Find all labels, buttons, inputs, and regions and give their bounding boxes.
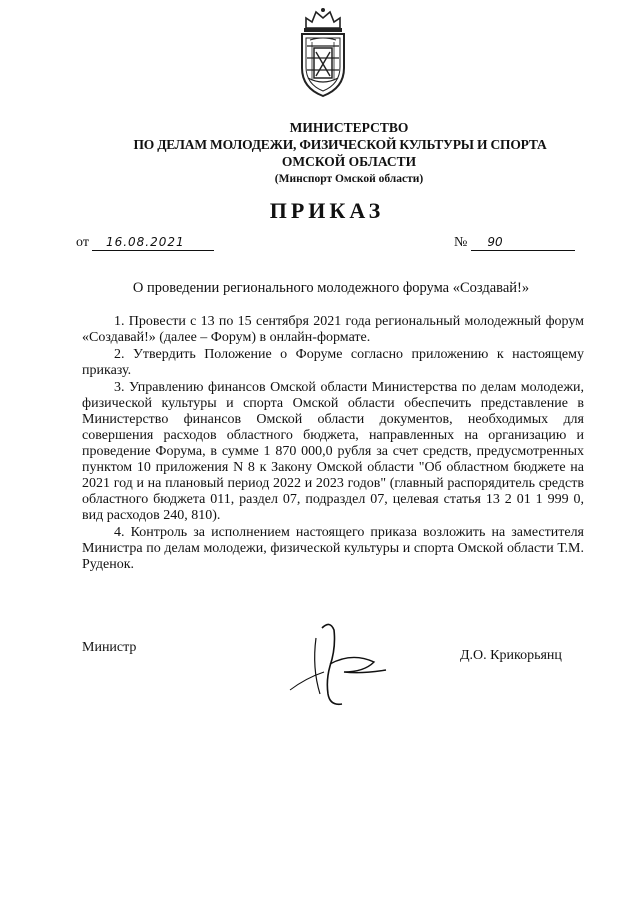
order-number-line bbox=[454, 234, 575, 251]
paragraph-4: 4. Контроль за исполнением настоящего приказа возложить на заместителя Министра по делам молодежи, физической культуры и спорта Омской области Т.М. Руденок. bbox=[82, 525, 584, 572]
order-date-line bbox=[76, 234, 214, 251]
order-subject: О проведении регионального молодежного форума «Создавай!» bbox=[132, 280, 530, 296]
paragraph-2: 2. Утвердить Положение о Форуме согласно приложению к настоящему приказу. bbox=[82, 347, 584, 378]
paragraph-1: 1. Провести с 13 по 15 сентября 2021 года региональный молодежный форум «Создавай!» (далее – Форум) в онлайн-формате. bbox=[82, 314, 584, 345]
ministry-header bbox=[60, 119, 620, 188]
coat-of-arms-icon bbox=[292, 6, 354, 100]
header-line-1: МИНИСТЕРСТВО bbox=[289, 120, 409, 135]
date-prefix: от bbox=[76, 235, 89, 250]
header-line-3: ОМСКОЙ ОБЛАСТИ bbox=[281, 154, 417, 169]
header-line-4: (Минспорт Омской области) bbox=[274, 173, 424, 185]
paragraph-3: 3. Управлению финансов Омской области Министерства по делам молодежи, физической культуры и спорта Омской области обеспечить представление в Министерство финансов Омской области документов, необходимых для совершения расходов областного бюджета, направленных на организацию и проведение Форума, в сумме 1 870 000,0 рубля за счет средств, предусмотренных пунктом 10 приложения N 8 к Закону Омской области "Об областном бюджете на 2021 год и на плановый период 2022 и 2023 годов" (главный распорядитель средств областного бюджета 011, раздел 07, подраздел 07, целевая статья 13 2 01 1 999 0, вид расходов 240, 810). bbox=[82, 380, 584, 523]
signatory-name: Д.О. Крикорьянц bbox=[460, 648, 562, 663]
handwritten-signature bbox=[286, 608, 396, 718]
order-body bbox=[82, 314, 584, 574]
number-prefix: № bbox=[454, 235, 468, 250]
document-title: ПРИКАЗ bbox=[269, 198, 385, 223]
header-line-2: ПО ДЕЛАМ МОЛОДЕЖИ, ФИЗИЧЕСКОЙ КУЛЬТУРЫ И СПОРТА bbox=[133, 137, 547, 152]
order-number: 90 bbox=[471, 234, 575, 251]
signatory-position: Министр bbox=[82, 640, 137, 655]
order-date: 16.08.2021 bbox=[92, 234, 214, 251]
